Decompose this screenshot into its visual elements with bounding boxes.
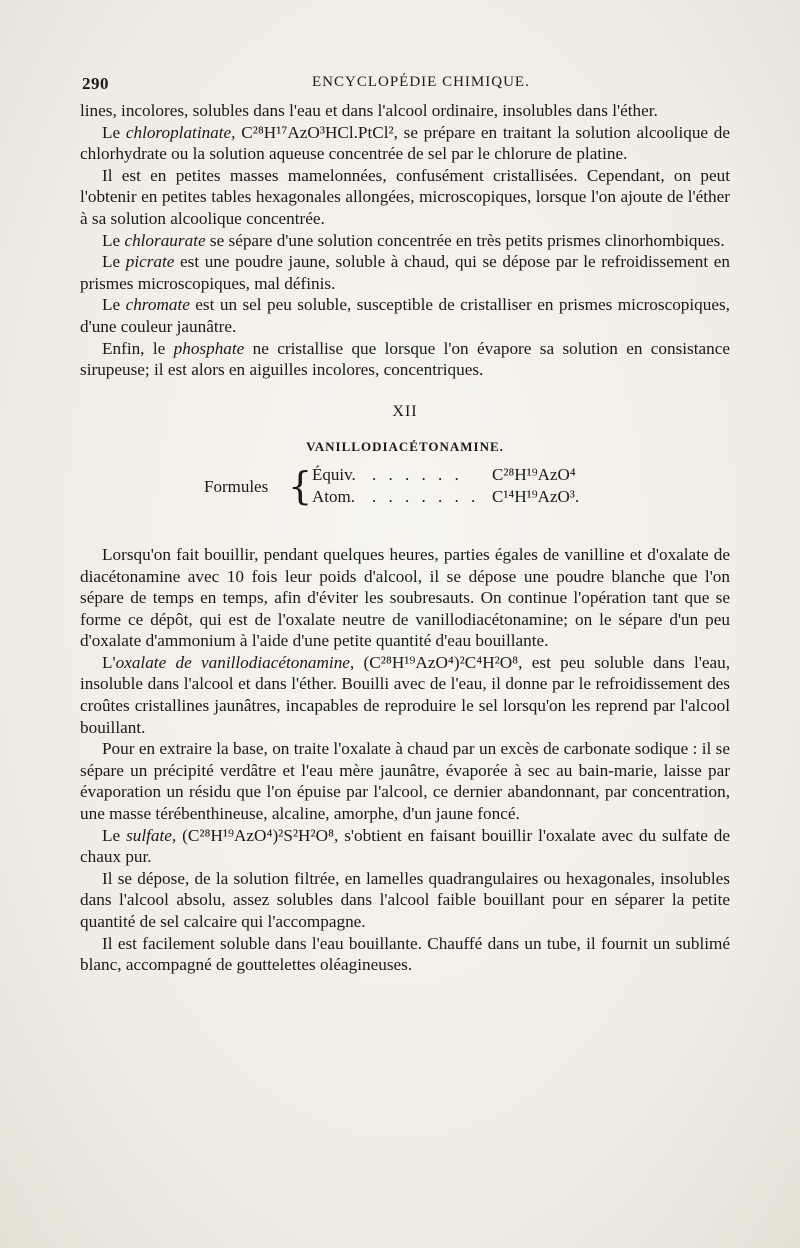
paragraph: Le sulfate, (C²⁸H¹⁹AzO⁴)²S²H²O⁸, s'obtient en faisant bouillir l'oxalate avec du sulfate de chaux pur.	[80, 825, 730, 867]
paragraph: Lorsqu'on fait bouillir, pendant quelques heures, parties égales de vanilline et d'oxalate de diacétonamine avec 10 fois leur poids d'alcool, il se dépose une poudre blanche que l'on sépare de temps en temps, afin d'éviter les soubresauts. On continue l'opération tant que se forme ce dépôt, qui est de l'oxalate neutre de vanillodiacétonamine; on le sépare d'un peu d'oxalate d'ammonium à l'aide d'une petite quantité d'eau bouillante.	[80, 544, 730, 651]
paragraph: L'oxalate de vanillodiacétonamine, (C²⁸H¹⁹AzO⁴)²C⁴H²O⁸, est peu soluble dans l'eau, insoluble dans l'alcool et dans l'éther. Bouilli avec de l'eau, il donne par le refroidissement des croûtes cristallines jaunâtres, incapables de reproduire le sel lorsqu'on les reprend par l'alcool bouillant.	[80, 652, 730, 737]
paragraph: Il se dépose, de la solution filtrée, en lamelles quadrangulaires ou hexagonales, insolubles dans l'alcool absolu, assez solubles dans l'alcool faible bouillant pour en séparer la petite quantité de sel calcaire qui l'accompagne.	[80, 868, 730, 931]
brace: {	[288, 463, 313, 508]
formula-block	[80, 464, 730, 514]
paragraph: Il est facilement soluble dans l'eau bouillante. Chauffé dans un tube, il fournit un sublimé blanc, accompagné de gouttelettes oléagineuses.	[80, 933, 730, 975]
term: oxalate de vanillodiacétonamine,	[115, 652, 355, 672]
formula-row: Atom. . . . . . . . C¹⁴H¹⁹AzO³.	[312, 486, 580, 506]
running-title: ENCYCLOPÉDIE CHIMIQUE.	[312, 74, 530, 90]
paragraph: Le picrate est une poudre jaune, soluble à chaud, qui se dépose par le refroidissement en prismes microscopiques, mal définis.	[80, 252, 730, 293]
page-header	[82, 74, 732, 98]
term: phosphate	[173, 338, 245, 358]
formula-label: Formules	[204, 476, 269, 496]
paragraph: lines, incolores, solubles dans l'eau et dans l'alcool ordinaire, insolubles dans l'éther.	[80, 101, 658, 120]
paragraph: Il est en petites masses mamelonnées, confusément cristallisées. Cependant, on peut l'obtenir en petites tables hexagonales allongées, microscopiques, lorsque l'on ajoute de l'éther à sa solution alcoolique concentrée.	[80, 165, 730, 228]
paragraph: Pour en extraire la base, on traite l'oxalate à chaud par un excès de carbonate sodique : il se sépare un précipité verdâtre et l'eau mère jaunâtre, évaporée à sec au bain-marie, laisse par évaporation un résidu que l'on épuise par l'alcool, ce dernier abandonnant, par concentration, une masse térébenthineuse, alcaline, amorphe, d'un jaune foncé.	[80, 739, 730, 824]
term: sulfate,	[126, 825, 177, 845]
term: picrate	[125, 252, 175, 272]
term: chloroplatinate,	[125, 122, 236, 142]
paragraph: Le chloraurate se sépare d'une solution concentrée en très petits prismes clinorhombiques.	[102, 230, 725, 250]
section-title: VANILLODIACÉTONAMINE.	[306, 439, 504, 455]
term: chloraurate	[124, 230, 206, 250]
term: chromate	[125, 295, 190, 315]
page-body	[80, 100, 730, 976]
paragraph: Le chloroplatinate, C²⁸H¹⁷AzO³HCl.PtCl², se prépare en traitant la solution alcoolique de chlorhydrate ou la solution aqueuse concentrée de sel par le chlorure de platine.	[80, 122, 730, 164]
paragraph: Le chromate est un sel peu soluble, susceptible de cristalliser en prismes microscopiques, d'une couleur jaunâtre.	[80, 295, 730, 336]
page-number: 290	[82, 74, 109, 93]
paragraph: Enfin, le phosphate ne cristallise que lorsque l'on évapore sa solution en consistance sirupeuse; il est alors en aiguilles incolores, concentriques.	[80, 338, 731, 380]
formula-row: Équiv. . . . . . . C²⁸H¹⁹AzO⁴	[312, 464, 576, 484]
section-number: XII	[392, 402, 418, 420]
